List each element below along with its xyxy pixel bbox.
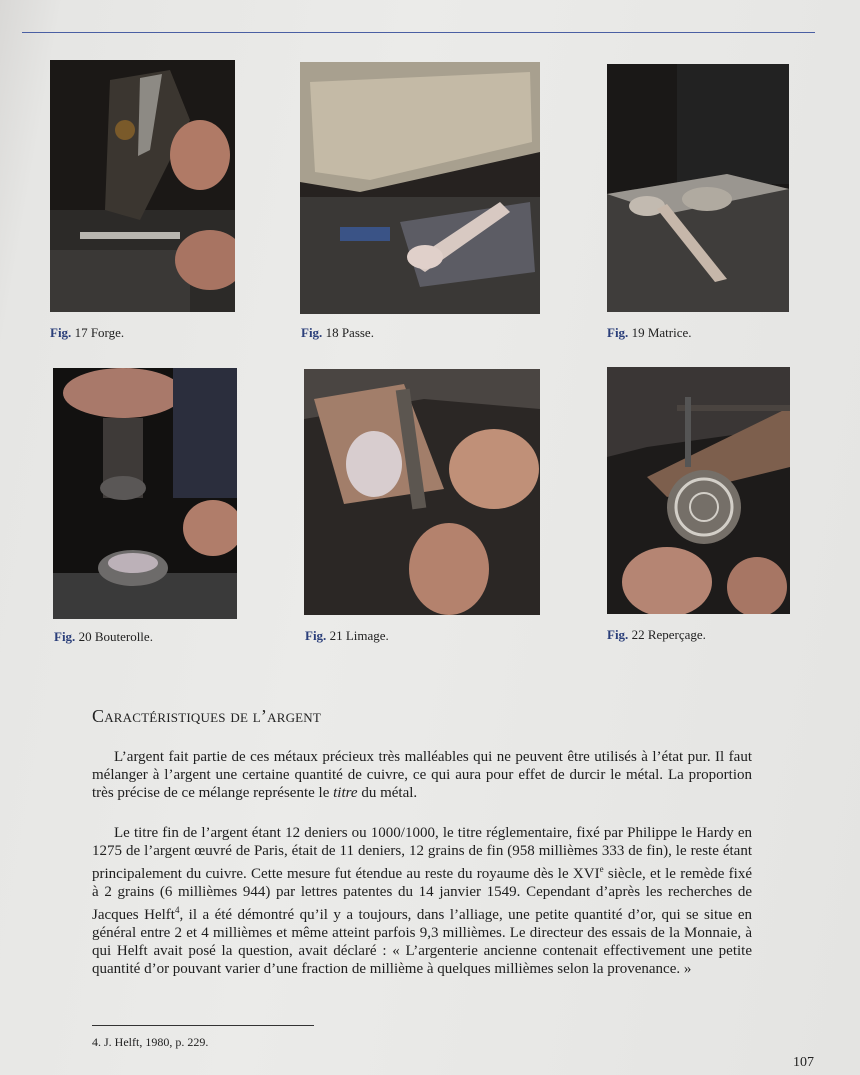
fig-label: Fig. bbox=[305, 628, 327, 643]
repercage-photo bbox=[607, 367, 790, 614]
figure-caption-18 bbox=[301, 325, 374, 341]
fig-title: Limage. bbox=[345, 628, 389, 643]
fig-title: Matrice. bbox=[647, 325, 692, 340]
fig-number: 19 bbox=[631, 325, 645, 340]
fig-number: 22 bbox=[631, 627, 645, 642]
forge-photo bbox=[50, 60, 235, 312]
fig-label: Fig. bbox=[301, 325, 323, 340]
fig-title: Passe. bbox=[341, 325, 374, 340]
paragraph-2 bbox=[92, 824, 752, 978]
top-rule bbox=[22, 32, 815, 33]
fig-title: Forge. bbox=[90, 325, 125, 340]
figure-caption-19 bbox=[607, 325, 691, 341]
limage-photo bbox=[304, 369, 540, 615]
section-heading: Caractéristiques de l’argent bbox=[92, 706, 322, 726]
paragraph-2-text-a: Le titre fin de l’argent étant 12 deniers ou 1000/1000, le titre réglementaire, fixé par Philippe le Hardy en 1275 de l’argent œuvré de Paris, était de 11 deniers, 12 grains de fin (958 millièmes 333 de fin), le reste étant principalement du cuivre. Cette mesure fut étendue au reste du royaume dès le bbox=[92, 825, 752, 882]
fig-number: 21 bbox=[329, 628, 343, 643]
fig-label: Fig. bbox=[50, 325, 72, 340]
figure-caption-21 bbox=[305, 628, 389, 644]
italic-term: titre bbox=[333, 785, 358, 801]
fig-title: Reperçage. bbox=[647, 627, 706, 642]
footnote-ref[interactable]: 4 bbox=[174, 905, 180, 915]
fig-title: Bouterolle. bbox=[94, 629, 153, 644]
fig-label: Fig. bbox=[607, 627, 629, 642]
paragraph-2-text-c: , il a été démontré qu’il y a toujours, dans l’alliage, une petite quantité d’or, qui se situe en général entre 2 et 4 millièmes et même atteint parfois 9,3 millièmes. Le directeur des essais de la Monnaie, à qui Helft avait posé la question, avait déclaré : « L’argenterie ancienne contenait effectivement une petite quantité d’or pouvant varier d’une fraction de millième à quelques millièmes selon la provenance. » bbox=[92, 907, 752, 977]
fig-number: 18 bbox=[325, 325, 339, 340]
fig-number: 20 bbox=[78, 629, 92, 644]
fig-label: Fig. bbox=[607, 325, 629, 340]
century-numeral: XVI bbox=[572, 866, 600, 882]
century-superscript: e bbox=[599, 864, 604, 874]
footnote: 4. J. Helft, 1980, p. 229. bbox=[92, 1035, 209, 1049]
figure-caption-17 bbox=[50, 325, 124, 341]
paragraph-2-text-b: siècle, et le remède fixé à 2 grains (6 millièmes 944) par lettres patentes du 14 janvier 1549. Cependant d’après les recherches de Jacques Helft bbox=[92, 866, 752, 923]
matrice-photo bbox=[607, 64, 789, 312]
figure-caption-20 bbox=[54, 629, 153, 645]
passe-photo bbox=[300, 62, 540, 314]
fig-number: 17 bbox=[74, 325, 88, 340]
page-number: 107 bbox=[793, 1055, 814, 1070]
bouterolle-photo bbox=[53, 368, 237, 619]
footnote-rule bbox=[92, 1025, 314, 1026]
fig-label: Fig. bbox=[54, 629, 76, 644]
figure-caption-22 bbox=[607, 627, 706, 643]
paragraph-1 bbox=[92, 748, 752, 802]
paragraph-1-end: du métal. bbox=[357, 785, 418, 801]
paragraph-1-text: L’argent fait partie de ces métaux précieux très malléables qui ne peuvent être utilisés à l’état pur. Il faut mélanger à l’argent une certaine quantité de cuivre, ce qui aura pour effet de durcir le métal. La proportion très précise de ce mélange représente le bbox=[92, 749, 752, 801]
